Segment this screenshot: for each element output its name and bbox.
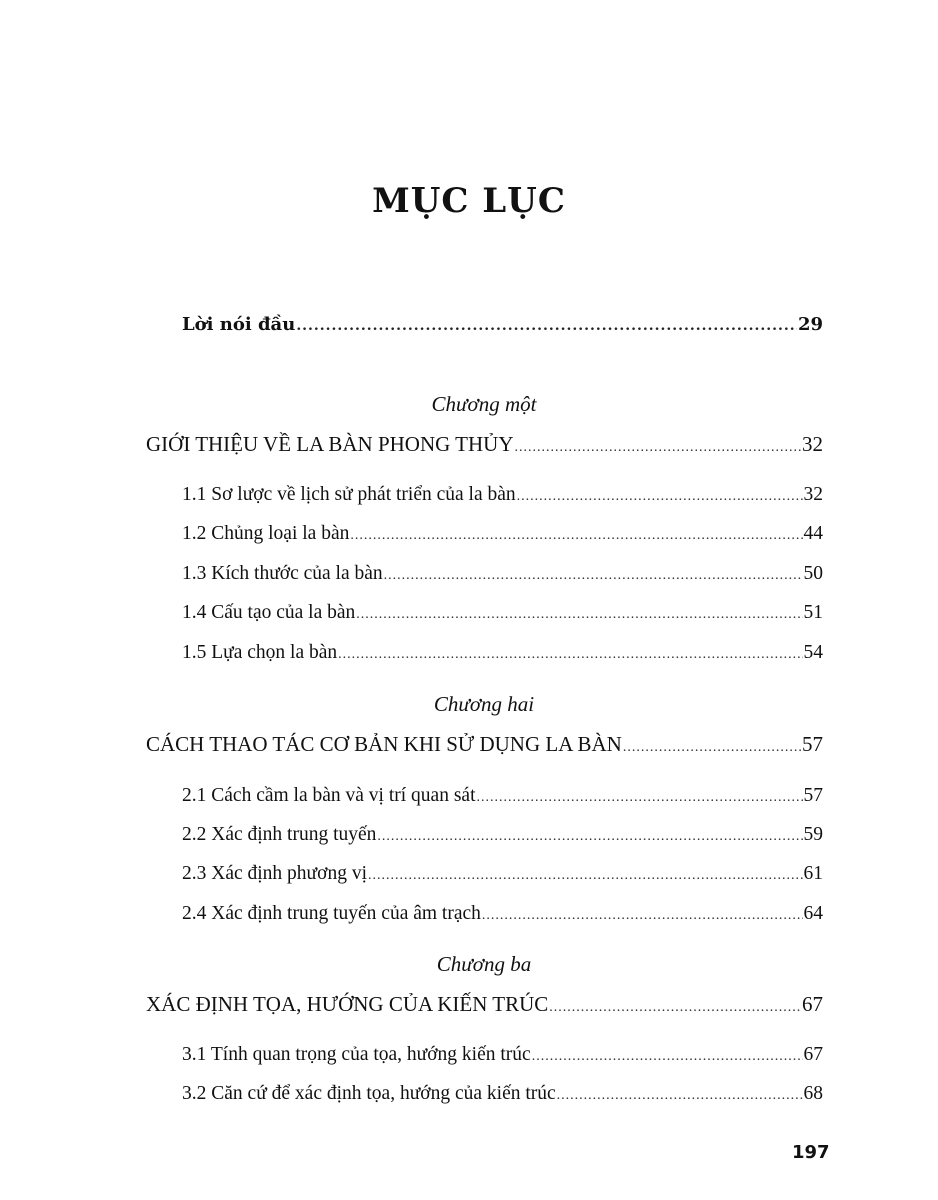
toc-entry-page: 51 <box>803 602 823 623</box>
dot-leader <box>384 562 803 590</box>
toc-entry-section <box>182 639 823 669</box>
toc-entry-label: 2.2 Xác định trung tuyến <box>182 824 377 845</box>
chapter-caption: Chương ba <box>436 952 532 976</box>
toc-entry-page: 32 <box>802 432 823 456</box>
toc-entry-label: 1.3 Kích thước của la bàn <box>182 563 383 584</box>
toc-entry-chapter <box>146 730 823 762</box>
dot-leader <box>557 1082 803 1110</box>
toc-entry-page: 68 <box>803 1083 823 1104</box>
dot-leader <box>377 823 802 851</box>
toc-entry-page: 67 <box>802 992 823 1016</box>
dot-leader <box>356 601 802 629</box>
toc-entry-section <box>182 599 823 629</box>
toc-entry-label: 1.4 Cấu tạo của la bàn <box>182 602 356 623</box>
dot-leader <box>515 434 802 462</box>
toc-entry-section <box>182 1041 823 1071</box>
dot-leader <box>368 862 803 890</box>
toc-entry-label: 1.1 Sơ lược về lịch sử phát triển của la bàn <box>182 484 516 505</box>
toc-entry-section <box>182 900 823 930</box>
toc-entry-label: 2.4 Xác định trung tuyến của âm trạch <box>182 903 481 924</box>
toc-entry-section <box>182 560 823 590</box>
toc-entry-page: 59 <box>803 824 823 845</box>
toc-entry-label: 1.2 Chủng loại la bàn <box>182 523 350 544</box>
dot-leader <box>549 994 801 1022</box>
toc-entry-page: 61 <box>803 863 823 884</box>
toc-entry-page: 44 <box>803 523 823 544</box>
dot-leader <box>338 641 802 669</box>
toc-entry-chapter <box>146 990 823 1022</box>
toc-entry-page: 67 <box>803 1044 823 1065</box>
toc-entry-label: 3.1 Tính quan trọng của tọa, hướng kiến trúc <box>182 1044 531 1065</box>
toc-entry-label: GIỚI THIỆU VỀ LA BÀN PHONG THỦY <box>146 432 514 456</box>
toc-entry-preface <box>182 311 823 340</box>
toc-entry-page: 57 <box>803 785 823 806</box>
toc-entry-page: 50 <box>803 563 823 584</box>
toc-entry-page: 29 <box>797 314 823 335</box>
dot-leader <box>350 522 802 550</box>
toc-entry-label: 2.3 Xác định phương vị <box>182 863 367 884</box>
toc-entry-label: XÁC ĐỊNH TỌA, HƯỚNG CỦA KIẾN TRÚC <box>146 992 549 1016</box>
dot-leader <box>532 1043 803 1071</box>
toc-entry-label: 1.5 Lựa chọn la bàn <box>182 642 338 663</box>
chapter-caption: Chương hai <box>433 692 535 716</box>
toc-entry-page: 32 <box>803 484 823 505</box>
toc-entry-section <box>182 782 823 812</box>
toc-entry-page: 64 <box>803 903 823 924</box>
toc-entry-section <box>182 860 823 890</box>
chapter-caption: Chương một <box>431 392 537 416</box>
dot-leader <box>517 483 803 511</box>
toc-entry-section <box>182 1080 823 1110</box>
toc-entry-label: 3.2 Căn cứ để xác định tọa, hướng của kiến trúc <box>182 1083 556 1104</box>
page-title: MỤC LỤC <box>372 181 566 221</box>
dot-leader <box>477 784 803 812</box>
toc-entry-label: 2.1 Cách cầm la bàn và vị trí quan sát <box>182 785 476 806</box>
toc-entry-section <box>182 481 823 511</box>
page-number: 197 <box>792 1142 830 1163</box>
toc-entry-page: 57 <box>802 732 823 756</box>
toc-entry-section <box>182 821 823 851</box>
toc-entry-section <box>182 520 823 550</box>
dot-leader <box>296 312 797 340</box>
toc-entry-page: 54 <box>803 642 823 663</box>
dot-leader <box>482 902 803 930</box>
dot-leader <box>623 734 801 762</box>
toc-entry-label: CÁCH THAO TÁC CƠ BẢN KHI SỬ DỤNG LA BÀN <box>146 732 622 756</box>
toc-entry-label: Lời nói đầu <box>182 314 296 335</box>
toc-entry-chapter <box>146 430 823 462</box>
